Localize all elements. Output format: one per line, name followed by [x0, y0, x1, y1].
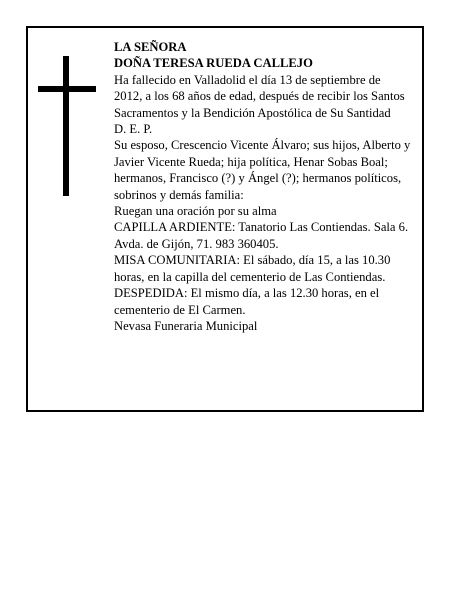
mass-info: MISA COMUNITARIA: El sábado, día 15, a las 10.30 horas, en la capilla del cementerio de Las Contiendas. [114, 253, 391, 284]
prayer-request: Ruegan una oración por su alma [114, 204, 277, 219]
family-list: Su esposo, Crescencio Vicente Álvaro; sus hijos, Alberto y Javier Vicente Rueda; hija política, Henar Sobas Boal; hermanos, Francisco (?) y Ángel (?); hermanos políticos, sobrinos y demás familia: [114, 138, 411, 202]
funeral-home: Nevasa Funeraria Municipal [114, 318, 258, 333]
cross-horizontal-bar [38, 86, 96, 92]
announcement: Ha fallecido en Valladolid el día 13 de septiembre de 2012, a los 68 años de edad, después de recibir los Santos Sacramentos y la Bendición Apostólica de Su Santidad [114, 72, 405, 120]
cross-vertical-bar [63, 56, 69, 196]
farewell-info: DESPEDIDA: El mismo día, a las 12.30 horas, en el cementerio de El Carmen. [114, 286, 380, 317]
obituary-text [114, 39, 412, 334]
deceased-name: DOÑA TERESA RUEDA CALLEJO [114, 56, 313, 71]
heading: LA SEÑORA [114, 40, 187, 54]
rip: D. E. P. [114, 122, 153, 137]
chapel-info: CAPILLA ARDIENTE: Tanatorio Las Contiendas. Sala 6. Avda. de Gijón, 71. 983 360405. [114, 220, 409, 251]
